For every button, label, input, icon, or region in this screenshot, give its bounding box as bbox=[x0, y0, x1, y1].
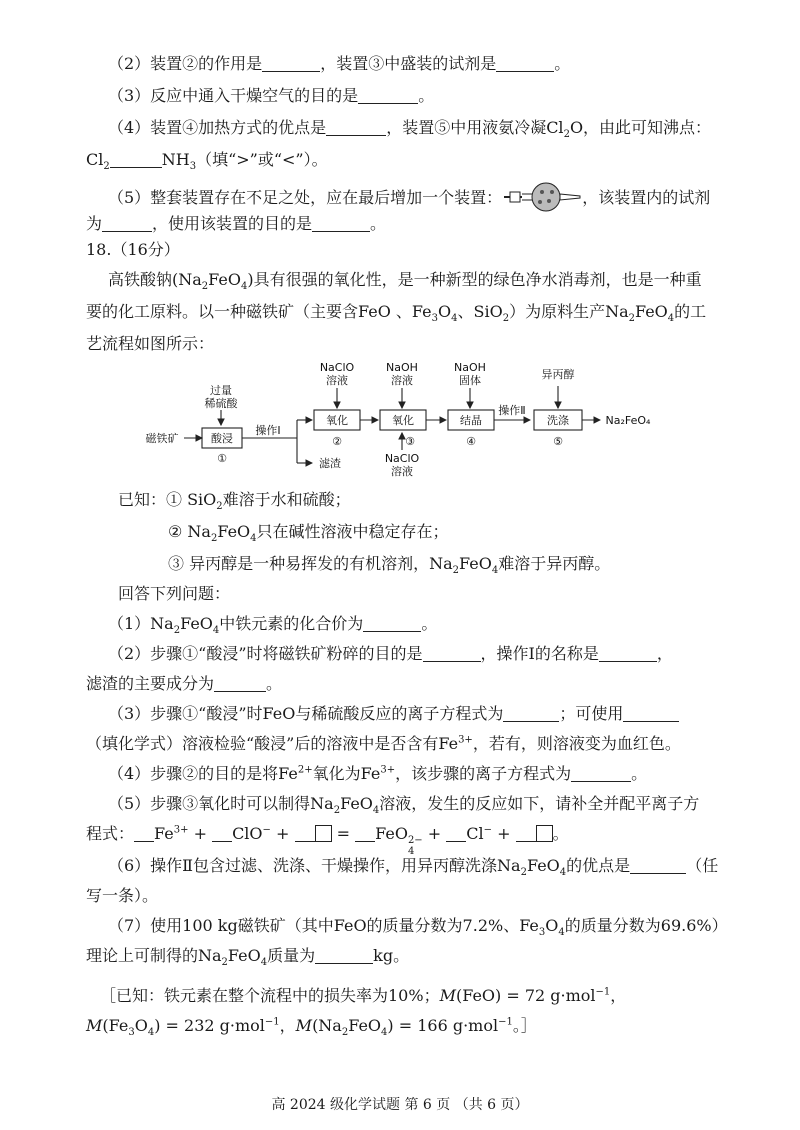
q18-5: （5）步骤③氧化时可以制得$Na_2FeO_4$溶液，发生的反应如下，请补全并配平离子方 bbox=[108, 794, 700, 817]
given-data: ［已知：铁元素在整个流程中的损失率为10%；M(FeO) = 72 g·mol$^{-1}$， bbox=[100, 986, 627, 1005]
page-footer: 高 2024 级化学试题 第 6 页 （共 6 页） bbox=[271, 1097, 529, 1113]
flow-step: 氧化 bbox=[392, 414, 414, 427]
flow-step: 洗涤 bbox=[547, 414, 569, 427]
answer-blank[interactable] bbox=[496, 55, 554, 72]
coef-blank[interactable] bbox=[212, 825, 232, 842]
q17-5: （5）整套装置存在不足之处，应在最后增加一个装置： ，该装置内的试剂 bbox=[108, 182, 710, 212]
coef-blank[interactable] bbox=[355, 825, 375, 842]
drying-tube-icon bbox=[502, 182, 582, 212]
answer-blank[interactable] bbox=[262, 55, 320, 72]
answer-blank[interactable] bbox=[423, 645, 481, 662]
flow-step-num: ④ bbox=[466, 435, 476, 448]
known-3: ③ 异丙醇是一种易挥发的有机溶剂，$Na_2FeO_4$难溶于异丙醇。 bbox=[168, 554, 611, 577]
species-box[interactable] bbox=[536, 825, 553, 842]
flow-label: 溶液 bbox=[391, 465, 413, 478]
answer-blank[interactable] bbox=[315, 947, 373, 964]
flow-step-num: ⑤ bbox=[553, 435, 563, 448]
answer-blank[interactable] bbox=[363, 615, 421, 632]
flow-label: 异丙醇 bbox=[541, 368, 575, 381]
flow-step: 结晶 bbox=[460, 414, 482, 427]
q18-2: （2）步骤①“酸浸”时将磁铁矿粉碎的目的是 ，操作Ⅰ的名称是 ， bbox=[108, 644, 673, 663]
flow-label: NaOH bbox=[454, 361, 486, 374]
coef-blank[interactable] bbox=[134, 825, 154, 842]
answer-blank[interactable] bbox=[503, 705, 559, 722]
q17-5-cont: 为 ，使用该装置的目的是 。 bbox=[86, 214, 387, 233]
flow-label: NaOH bbox=[386, 361, 418, 374]
species-box[interactable] bbox=[315, 825, 332, 842]
q18-intro: 高铁酸钠$(Na_2FeO_4)$具有很强的氧化性，是一种新型的绿色净水消毒剂，也是一种重 bbox=[108, 270, 702, 293]
given-data-cont: $M(Fe_3O_4) = 232$ g·mol$^{-1}$，$M(Na_2FeO_4) = 166$ g·mol$^{-1}$。］ bbox=[86, 1016, 537, 1039]
flow-op: 操作Ⅰ bbox=[255, 424, 281, 437]
flow-step-num: ② bbox=[332, 435, 342, 448]
q18-3: （3）步骤①“酸浸”时FeO与稀硫酸反应的离子方程式为 ；可使用 bbox=[108, 704, 679, 724]
q18-3-cont: （填化学式）溶液检验“酸浸”后的溶液中是否含有$Fe^{3+}$，若有，则溶液变为血红色。 bbox=[86, 734, 681, 753]
known-2: ② $Na_2FeO_4$只在碱性溶液中稳定存在； bbox=[168, 522, 449, 545]
q18-6: （6）操作Ⅱ包含过滤、洗涤、干燥操作，用异丙醇洗涤$Na_2FeO_4$的优点是 （任 bbox=[108, 856, 719, 879]
flow-start: 磁铁矿 bbox=[145, 432, 179, 445]
answer-blank[interactable] bbox=[599, 645, 657, 662]
coef-blank[interactable] bbox=[446, 825, 466, 842]
flow-label: NaClO bbox=[384, 452, 420, 465]
answer-blank[interactable] bbox=[326, 119, 386, 136]
flow-step-num: ① bbox=[217, 452, 227, 465]
coef-blank[interactable] bbox=[295, 825, 315, 842]
answer-blank[interactable] bbox=[358, 87, 418, 104]
q18-intro: 艺流程如图所示： bbox=[86, 334, 215, 353]
flow-op: 操作Ⅱ bbox=[498, 404, 526, 417]
flow-label: 溶液 bbox=[326, 374, 348, 387]
answer-blank[interactable] bbox=[630, 857, 686, 874]
flow-step-num: ③ bbox=[405, 435, 415, 448]
q18-2-cont: 滤渣的主要成分为 。 bbox=[86, 674, 283, 693]
flow-label: NaClO bbox=[319, 361, 355, 374]
q17-3: （3）反应中通入干燥空气的目的是 。 bbox=[108, 86, 435, 105]
answer-blank[interactable] bbox=[102, 215, 152, 232]
answer-blank[interactable] bbox=[571, 765, 631, 782]
q18-intro: 要的化工原料。以一种磁铁矿（主要含FeO 、$Fe_3O_4$、SiO$_2$）为原料生产$Na_2FeO_4$的工 bbox=[86, 302, 707, 325]
q18-5-equation: 程式： $Fe^{3+} + ClO^-$ + = FeO 2− 4 + Cl− + 。 bbox=[86, 824, 569, 857]
flow-label: 固体 bbox=[459, 374, 481, 387]
flow-label: 过量 bbox=[210, 384, 232, 397]
answer-blank[interactable] bbox=[312, 215, 370, 232]
q17-4-cont: $Cl_2$ $NH_3$（填“>”或“<”）。 bbox=[86, 150, 328, 173]
flow-residue: 滤渣 bbox=[319, 457, 341, 470]
q18-6-cont: 写一条）。 bbox=[86, 886, 159, 905]
q17-2: （2）装置②的作用是 ，装置③中盛装的试剂是 。 bbox=[108, 54, 571, 73]
flow-label: 稀硫酸 bbox=[204, 397, 238, 410]
q18-7: （7）使用100 kg磁铁矿（其中FeO的质量分数为7.2%、$Fe_3O_4$的质量分数为69.6%） bbox=[108, 916, 728, 939]
q18-header: 18.（16分） bbox=[86, 240, 180, 259]
q18-4: （4）步骤②的目的是将$Fe^{2+}$氧化为$Fe^{3+}$，该步骤的离子方程式为 。 bbox=[108, 764, 648, 783]
process-flow-diagram bbox=[140, 358, 660, 483]
answer-blank[interactable] bbox=[214, 675, 266, 692]
answer-blank[interactable] bbox=[110, 151, 162, 168]
flow-step: 氧化 bbox=[326, 414, 348, 427]
coef-blank[interactable] bbox=[516, 825, 536, 842]
known-1: 已知：① SiO$_2$难溶于水和硫酸； bbox=[118, 490, 351, 513]
flow-step: 酸浸 bbox=[211, 432, 233, 445]
q18-7-cont: 理论上可制得的$Na_2FeO_4$质量为 kg。 bbox=[86, 946, 410, 969]
flow-label: 溶液 bbox=[391, 374, 413, 387]
q17-4: （4）装置④加热方式的优点是 ，装置⑤中用液氨冷凝$Cl_2O$，由此可知沸点： bbox=[108, 118, 712, 141]
answer-prompt: 回答下列问题： bbox=[118, 584, 231, 603]
answer-blank[interactable] bbox=[623, 705, 679, 722]
q18-1: $(1)Na_2FeO_4$中铁元素的化合价为 。 bbox=[108, 614, 438, 637]
flow-product: Na₂FeO₄ bbox=[605, 414, 651, 427]
